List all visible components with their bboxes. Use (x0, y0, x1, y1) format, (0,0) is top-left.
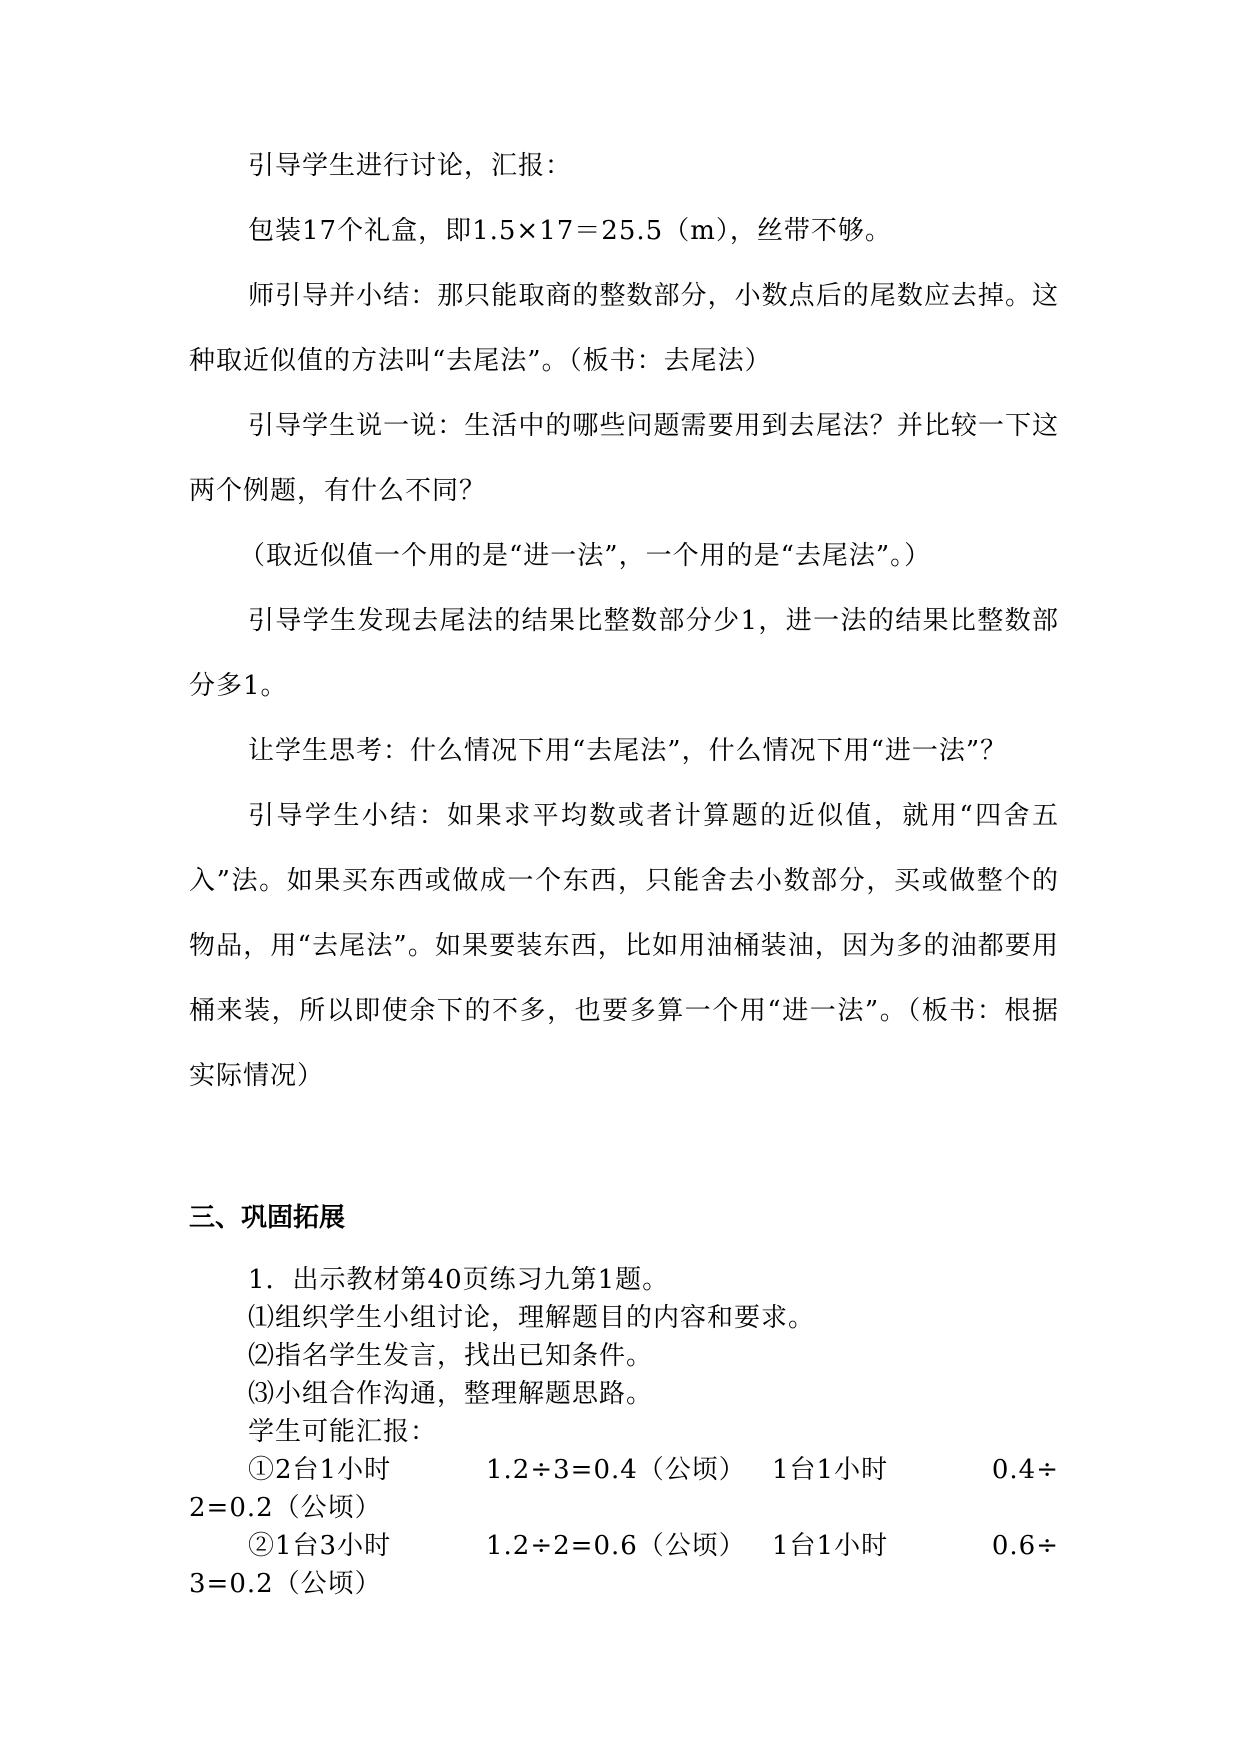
calc-tail: 0.4÷ (991, 1455, 1059, 1485)
calc-label: ②1台3小时 (248, 1531, 392, 1561)
paragraph-summary-truncation: 师引导并小结：那只能取商的整数部分，小数点后的尾数应去掉。这种取近似值的方法叫“去尾法”。（板书：去尾法） (189, 281, 1059, 376)
exercise-step-3: ⑶小组合作沟通，整理解题思路。 (248, 1379, 654, 1409)
calc-label-secondary: 1台1小时 (772, 1531, 889, 1561)
lesson-body (189, 134, 1059, 1109)
paragraph-conclusion: 引导学生小结：如果求平均数或者计算题的近似值，就用“四舍五入”法。如果买东西或做成一个东西，只能舍去小数部分，买或做整个的物品，用“去尾法”。如果要装东西，比如用油桶装油，因为多的油都要用桶来装，所以即使余下的不多，也要多算一个用“进一法”。（板书：根据实际情况） (189, 801, 1059, 1091)
exercise-item-1: 1．出示教材第40页练习九第1题。 (248, 1265, 670, 1295)
paragraph-think: 让学生思考：什么情况下用“去尾法”，什么情况下用“进一法”？ (248, 736, 1008, 766)
exercise-step-2: ⑵指名学生发言，找出已知条件。 (248, 1341, 654, 1371)
paragraph-compare-results: 引导学生发现去尾法的结果比整数部分少1，进一法的结果比整数部分多1。 (189, 606, 1059, 701)
exercise-section (189, 1261, 1059, 1603)
paragraph-discussion: 引导学生进行讨论，汇报： (248, 151, 573, 181)
paragraph-gift-box: 包装17个礼盒，即1.5×17＝25.5（m），丝带不够。 (248, 216, 892, 246)
calc-continuation: 2=0.2（公顷） (189, 1493, 382, 1523)
report-intro: 学生可能汇报： (248, 1417, 438, 1447)
calc-row-2 (189, 1527, 1059, 1565)
paragraph-discuss-examples: 引导学生说一说：生活中的哪些问题需要用到去尾法？并比较一下这两个例题，有什么不同？ (189, 411, 1059, 506)
calc-row-1 (189, 1451, 1059, 1489)
calc-tail: 0.6÷ (991, 1531, 1059, 1561)
paragraph-note: （取近似值一个用的是“进一法”，一个用的是“去尾法”。） (239, 541, 932, 571)
section-heading: 三、巩固拓展 (189, 1203, 346, 1233)
calc-continuation: 3=0.2（公顷） (189, 1569, 382, 1599)
calc-label-secondary: 1台1小时 (772, 1455, 889, 1485)
calc-expression: 1.2÷3=0.4（公顷） (486, 1455, 746, 1485)
calc-expression: 1.2÷2=0.6（公顷） (486, 1531, 746, 1561)
exercise-step-1: ⑴组织学生小组讨论，理解题目的内容和要求。 (248, 1303, 816, 1333)
calc-label: ①2台1小时 (248, 1455, 392, 1485)
